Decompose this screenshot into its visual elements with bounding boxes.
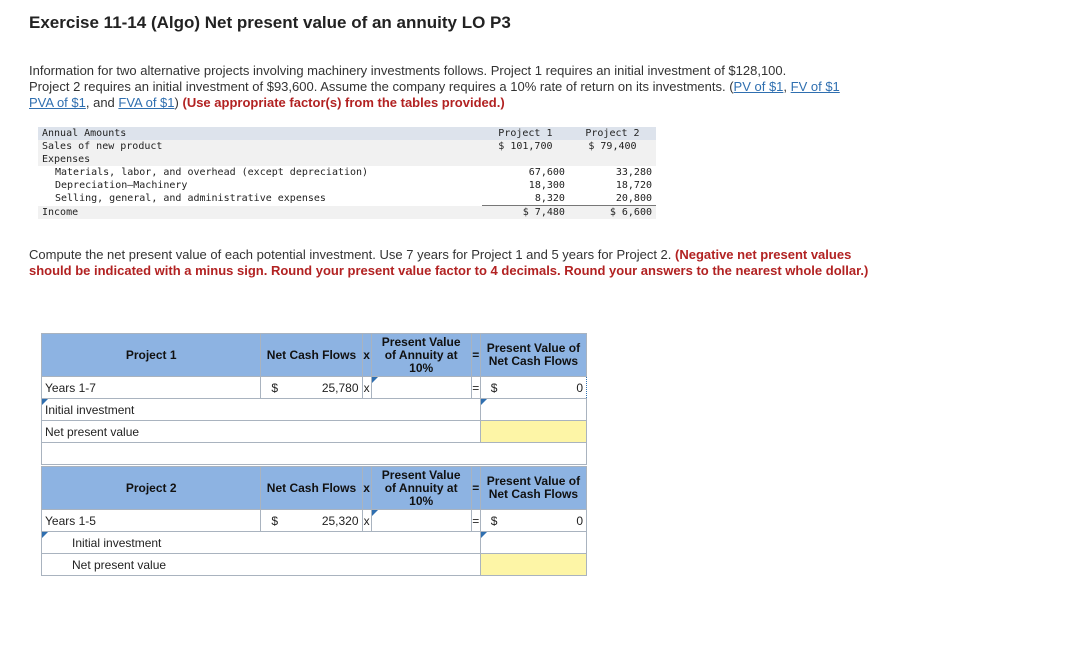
pv-result-value: 0 bbox=[576, 381, 583, 395]
net-cash-flow-cell bbox=[261, 510, 362, 532]
net-present-value-label: Net present value bbox=[42, 554, 481, 576]
project-2-npv-table bbox=[41, 466, 587, 576]
initial-investment-input[interactable] bbox=[480, 532, 586, 554]
dollar-sign: $ bbox=[271, 514, 279, 528]
initial-investment-input[interactable] bbox=[480, 399, 586, 421]
multiply-operator: x bbox=[362, 467, 371, 510]
pva-of-1-link[interactable]: PVA of $1 bbox=[29, 95, 86, 110]
project-1-title: Project 1 bbox=[42, 334, 261, 377]
expense-row-label: Depreciation—Machinery bbox=[55, 180, 188, 191]
col-net-cash-flows: Net Cash Flows bbox=[261, 334, 362, 377]
page-title: Exercise 11-14 (Algo) Net present value of an annuity LO P3 bbox=[29, 13, 511, 32]
header-annual-amounts: Annual Amounts bbox=[38, 127, 482, 140]
net-present-value-output bbox=[480, 554, 586, 576]
intro-paragraph bbox=[29, 63, 1029, 95]
net-present-value-output bbox=[480, 421, 586, 443]
multiply-operator: x bbox=[362, 334, 371, 377]
intro-line-1: Information for two alternative projects involving machinery investments follows. Project 1 requires an initial investment of $128,100. bbox=[29, 63, 787, 78]
expense-row-label: Materials, labor, and overhead (except depreciation) bbox=[55, 167, 369, 178]
project-1-npv-table bbox=[41, 333, 587, 465]
annual-amounts-table bbox=[38, 127, 656, 219]
col-pv-annuity: Present Value of Annuity at 10% bbox=[371, 467, 471, 510]
expense-row-p2: 18,720 bbox=[615, 180, 652, 191]
dollar-sign: $ bbox=[490, 381, 498, 395]
income-p1: $ 7,480 bbox=[482, 206, 569, 220]
equals-operator: = bbox=[471, 377, 480, 399]
pv-factor-input[interactable] bbox=[371, 510, 471, 532]
separator: ) bbox=[174, 95, 183, 110]
expense-row-p1: 8,320 bbox=[534, 193, 565, 204]
spacer-row bbox=[42, 443, 587, 465]
project-2-title: Project 2 bbox=[42, 467, 261, 510]
expenses-label: Expenses bbox=[38, 153, 482, 166]
empty-cell bbox=[569, 153, 656, 166]
pv-of-1-link[interactable]: PV of $1 bbox=[733, 79, 784, 94]
empty-cell bbox=[482, 153, 569, 166]
sales-label: Sales of new product bbox=[38, 140, 482, 153]
fv-of-1-link[interactable]: FV of $1 bbox=[790, 79, 840, 94]
net-cash-flow-value: 25,780 bbox=[321, 381, 359, 395]
expense-row-p2: 20,800 bbox=[615, 193, 652, 204]
intro-line-3 bbox=[29, 95, 1029, 111]
pv-result-value: 0 bbox=[576, 514, 583, 528]
separator: , bbox=[783, 79, 791, 94]
net-present-value-label: Net present value bbox=[42, 421, 481, 443]
factor-instruction: (Use appropriate factor(s) from the tables provided.) bbox=[182, 95, 505, 110]
fva-of-1-link[interactable]: FVA of $1 bbox=[118, 95, 175, 110]
net-cash-flow-value: 25,320 bbox=[321, 514, 359, 528]
col-net-cash-flows: Net Cash Flows bbox=[261, 467, 362, 510]
sales-p1: $ 101,700 bbox=[482, 140, 569, 153]
income-p2: $ 6,600 bbox=[569, 206, 656, 220]
equals-operator: = bbox=[471, 467, 480, 510]
pv-result-cell bbox=[480, 510, 586, 532]
initial-investment-label[interactable]: Initial investment bbox=[42, 399, 481, 421]
income-label: Income bbox=[38, 206, 482, 220]
compute-instructions bbox=[29, 247, 879, 279]
multiply-operator: x bbox=[362, 510, 371, 532]
col-pv-annuity: Present Value of Annuity at 10% bbox=[371, 334, 471, 377]
header-project-1: Project 1 bbox=[482, 127, 569, 140]
compute-rounding-instruction: (Negative net present values should be indicated with a minus sign. Round your present value factor to 4 decimals. Round your answers to the nearest whole dollar.) bbox=[29, 247, 869, 278]
equals-operator: = bbox=[471, 510, 480, 532]
col-pv-net-cash-flows: Present Value of Net Cash Flows bbox=[480, 467, 586, 510]
pv-result-cell bbox=[480, 377, 586, 399]
expense-row-label: Selling, general, and administrative expenses bbox=[55, 193, 326, 205]
row-years-label: Years 1-7 bbox=[42, 377, 261, 399]
multiply-operator: x bbox=[362, 377, 371, 399]
row-years-label: Years 1-5 bbox=[42, 510, 261, 532]
header-project-2: Project 2 bbox=[569, 127, 656, 140]
pv-factor-input[interactable] bbox=[371, 377, 471, 399]
expense-row-p2: 33,280 bbox=[615, 167, 652, 178]
intro-line-2 bbox=[29, 79, 1029, 95]
net-cash-flow-cell bbox=[261, 377, 362, 399]
separator: , and bbox=[85, 95, 119, 110]
expense-row-p1: 18,300 bbox=[528, 180, 565, 191]
equals-operator: = bbox=[471, 334, 480, 377]
initial-investment-label[interactable]: Initial investment bbox=[42, 532, 481, 554]
expense-row-p1: 67,600 bbox=[528, 167, 565, 178]
dollar-sign: $ bbox=[490, 514, 498, 528]
sales-p2: $ 79,400 bbox=[569, 140, 656, 153]
dollar-sign: $ bbox=[271, 381, 279, 395]
intro-line-2-text: Project 2 requires an initial investment of $93,600. Assume the company requires a 10% rate of return on its investments. ( bbox=[29, 79, 734, 94]
col-pv-net-cash-flows: Present Value of Net Cash Flows bbox=[480, 334, 586, 377]
compute-text: Compute the net present value of each potential investment. Use 7 years for Project 1 and 5 years for Project 2. bbox=[29, 247, 676, 262]
